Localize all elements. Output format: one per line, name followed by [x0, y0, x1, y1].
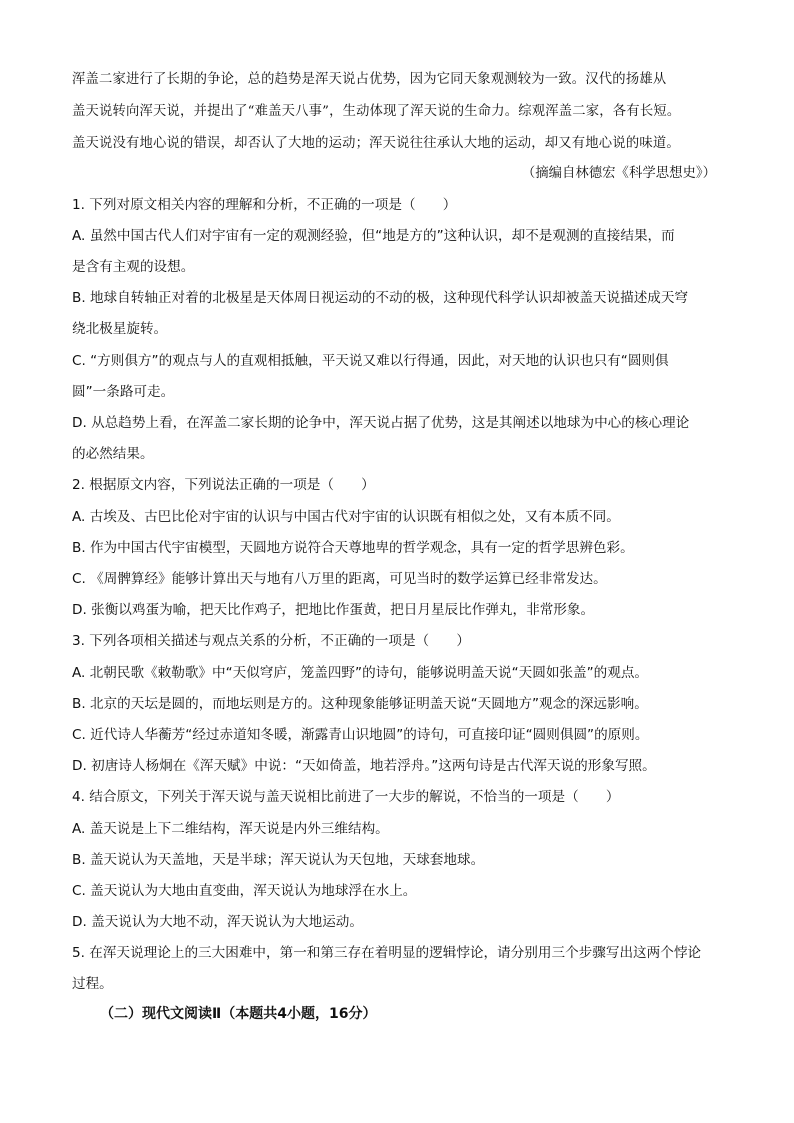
question-2-option-b: B. 作为中国古代宇宙模型，天圆地方说符合天尊地卑的哲学观念，具有一定的哲学思辨色彩。 — [72, 540, 634, 556]
question-2-option-c: C. 《周髀算经》能够计算出天与地有八万里的距离，可见当时的数学运算已经非常发达。 — [72, 571, 607, 587]
question-1-option-b: B. 地球自转轴正对着的北极星是天体周日视运动的不动的极，这种现代科学认识却被盖天说描述成天穹 — [72, 290, 689, 306]
question-3-stem: 3. 下列各项相关描述与观点关系的分析，不正确的一项是（ ） — [72, 633, 470, 649]
intro-line-2: 盖天说转向浑天说，并提出了“难盖天八事”，生动体现了浑天说的生命力。综观浑盖二家，各有长短。 — [72, 104, 681, 119]
question-5-stem-cont: 过程。 — [72, 976, 113, 992]
question-1-stem: 1. 下列对原文相关内容的理解和分析，不正确的一项是（ ） — [72, 197, 457, 213]
question-4-option-a: A. 盖天说是上下二维结构，浑天说是内外三维结构。 — [72, 821, 389, 837]
question-5-stem: 5. 在浑天说理论上的三大困难中，第一和第三存在着明显的逻辑悖论，请分别用三个步骤写出这两个悖论 — [72, 945, 702, 961]
question-1-option-d: D. 从总趋势上看，在浑盖二家长期的论争中，浑天说占据了优势，这是其阐述以地球为中心的核心理论 — [72, 415, 690, 431]
question-1-option-a-cont: 是含有主观的设想。 — [72, 259, 195, 275]
question-1-option-a: A. 虽然中国古代人们对宇宙有一定的观测经验，但“地是方的”这种认识，却不是观测的直接结果，而 — [72, 228, 675, 244]
question-4-option-d: D. 盖天说认为大地不动，浑天说认为大地运动。 — [72, 914, 363, 930]
intro-line-3: 盖天说没有地心说的错误，却否认了大地的运动；浑天说往往承认大地的运动，却又有地心说的味道。 — [72, 136, 680, 151]
intro-line-1: 浑盖二家进行了长期的争论，总的趋势是浑天说占优势，因为它同天象观测较为一致。汉代的扬雄从 — [72, 72, 667, 87]
question-3-option-d: D. 初唐诗人杨炯在《浑天赋》中说：“天如倚盖，地若浮舟。”这两句诗是古代浑天说的形象写照。 — [72, 758, 656, 774]
question-3-option-b: B. 北京的天坛是圆的，而地坛则是方的。这种现象能够证明盖天说“天圆地方”观念的深远影响。 — [72, 696, 648, 712]
question-1-option-b-cont: 绕北极星旋转。 — [72, 321, 168, 337]
question-2-option-a: A. 古埃及、古巴比伦对宇宙的认识与中国古代对宇宙的认识既有相似之处，又有本质不同。 — [72, 509, 620, 525]
question-2-option-d: D. 张衡以鸡蛋为喻，把天比作鸡子，把地比作蛋黄，把日月星辰比作弹丸，非常形象。 — [72, 602, 595, 618]
question-1-option-d-cont: 的必然结果。 — [72, 446, 154, 462]
question-3-option-c: C. 近代诗人华蘅芳“经过赤道知冬暖，渐露青山识地圆”的诗句，可直接印证“圆则俱圆”的原则。 — [72, 727, 649, 743]
question-4-option-b: B. 盖天说认为天盖地，天是半球；浑天说认为天包地，天球套地球。 — [72, 852, 485, 868]
question-3-option-a: A. 北朝民歌《敕勒歌》中“天似穹庐，笼盖四野”的诗句，能够说明盖天说“天圆如张盖”的观点。 — [72, 665, 649, 681]
source-citation: （摘编自林德宏《科学思想史》） — [521, 166, 716, 181]
section-heading: （二）现代文阅读Ⅱ（本题共4小题，16分） — [100, 1006, 377, 1022]
question-2-stem: 2. 根据原文内容，下列说法正确的一项是（ ） — [72, 477, 375, 493]
question-1-option-c-cont: 圆”一条路可走。 — [72, 384, 175, 400]
question-1-option-c: C. “方则俱方”的观点与人的直观相抵触，平天说又难以行得通，因此，对天地的认识也只有“圆则俱 — [72, 353, 669, 369]
question-4-option-c: C. 盖天说认为大地由直变曲，浑天说认为地球浮在水上。 — [72, 883, 417, 899]
question-4-stem: 4. 结合原文，下列关于浑天说与盖天说相比前进了一大步的解说，不恰当的一项是（ ） — [72, 789, 620, 805]
